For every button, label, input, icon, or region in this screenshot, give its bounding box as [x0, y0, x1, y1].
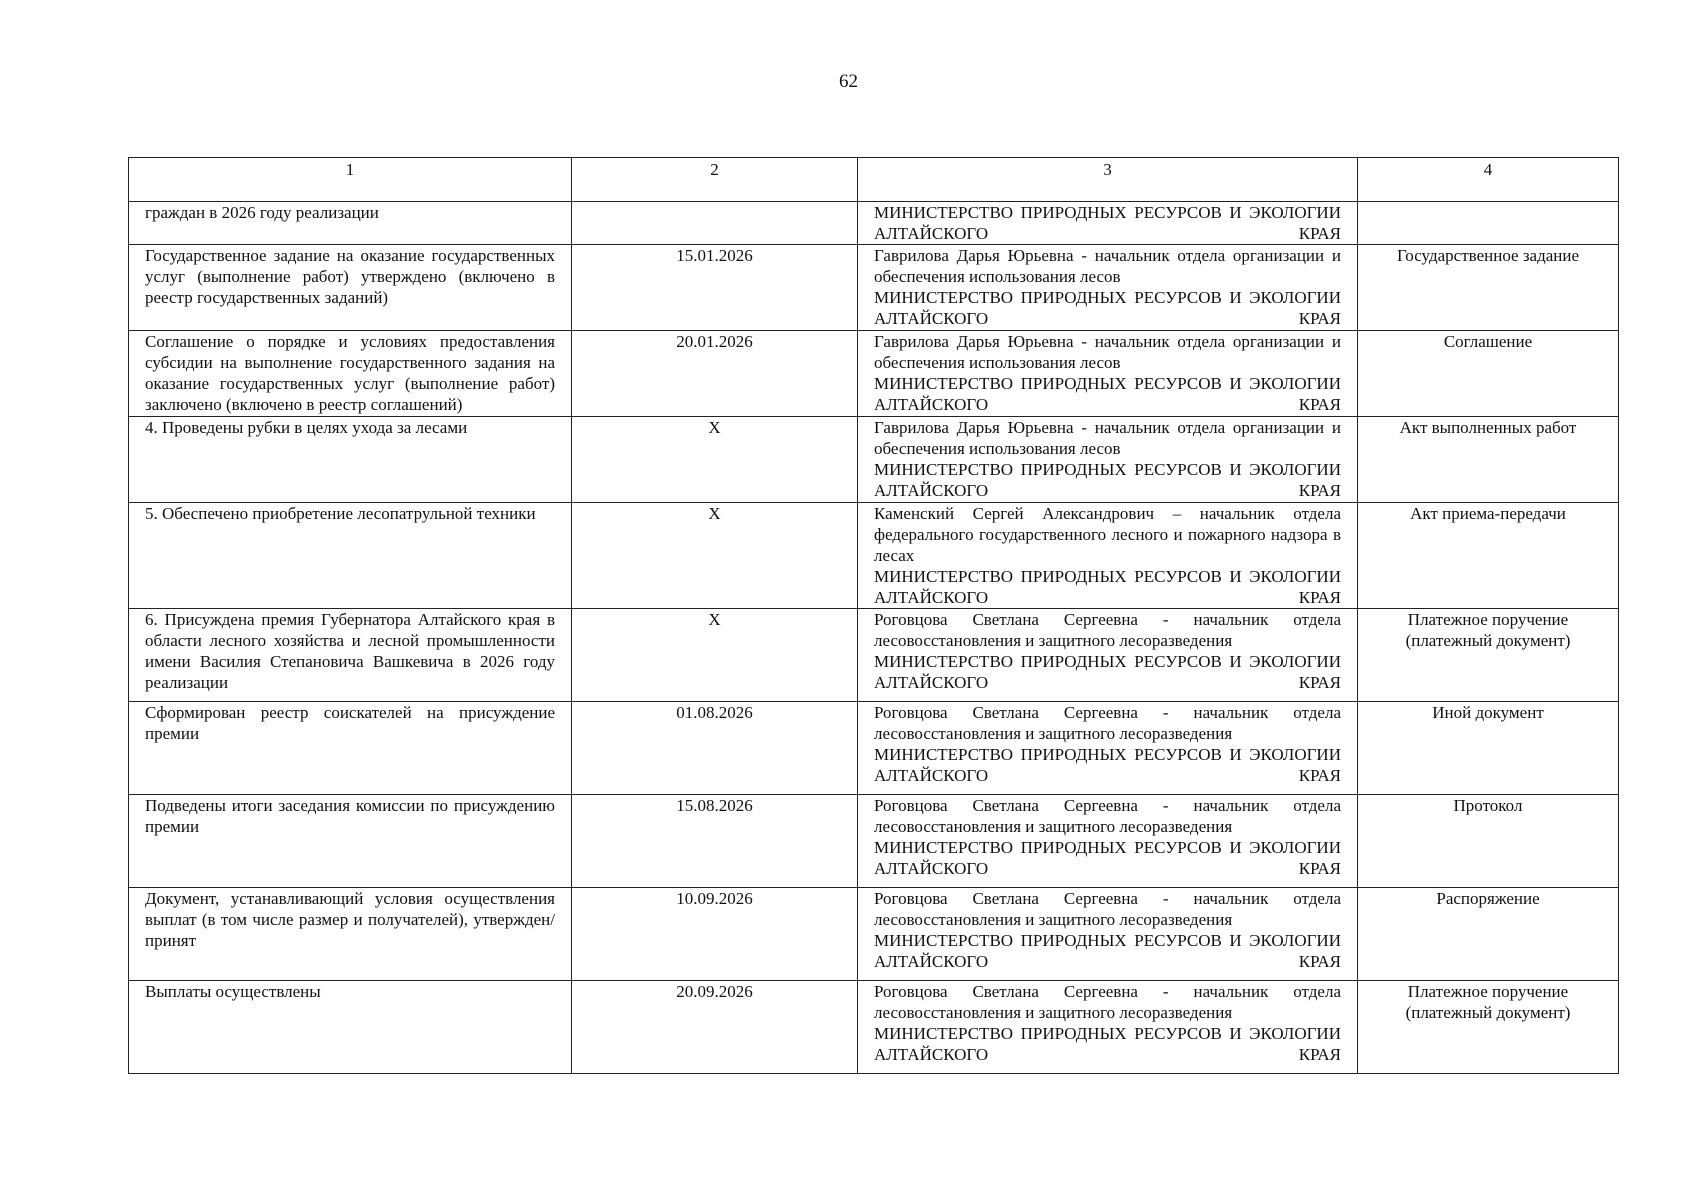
responsible-cell: [858, 245, 1358, 331]
ministry-name: МИНИСТЕРСТВО ПРИРОДНЫХ РЕСУРСОВ И ЭКОЛОГИИ АЛТАЙСКОГО КРАЯ: [874, 652, 1341, 692]
responsible-person: Гаврилова Дарья Юрьевна - начальник отдела организации и обеспечения использования лесов: [874, 246, 1341, 286]
table-row: [129, 702, 1619, 795]
date-cell: 01.08.2026: [572, 702, 858, 795]
date-cell: 10.09.2026: [572, 888, 858, 981]
header-cell-2: 2: [572, 158, 858, 202]
date-cell: X: [572, 609, 858, 702]
document-cell: Платежное поручение (платежный документ): [1358, 609, 1619, 702]
table-row: [129, 202, 1619, 245]
event-cell: 6. Присуждена премия Губернатора Алтайского края в области лесного хозяйства и лесной промышленности имени Василия Степановича Вашкевича в 2026 году реализации: [129, 609, 572, 702]
responsible-person: Роговцова Светлана Сергеевна - начальник отдела лесовосстановления и защитного лесоразведения: [874, 610, 1341, 650]
event-cell: Документ, устанавливающий условия осуществления выплат (в том числе размер и получателей), утвержден/принят: [129, 888, 572, 981]
document-cell: Иной документ: [1358, 702, 1619, 795]
document-cell: Государственное задание: [1358, 245, 1619, 331]
date-cell: X: [572, 417, 858, 503]
table-row: [129, 417, 1619, 503]
event-cell: Соглашение о порядке и условиях предоставления субсидии на выполнение государственного задания на оказание государственных услуг (выполнение работ) заключено (включено в реестр соглашений): [129, 331, 572, 417]
date-cell: X: [572, 503, 858, 609]
table-row: [129, 888, 1619, 981]
document-cell: Распоряжение: [1358, 888, 1619, 981]
event-cell: Сформирован реестр соискателей на присуждение премии: [129, 702, 572, 795]
ministry-name: МИНИСТЕРСТВО ПРИРОДНЫХ РЕСУРСОВ И ЭКОЛОГИИ АЛТАЙСКОГО КРАЯ: [874, 288, 1341, 328]
header-cell-4: 4: [1358, 158, 1619, 202]
responsible-cell: [858, 331, 1358, 417]
table-row: [129, 503, 1619, 609]
ministry-name: МИНИСТЕРСТВО ПРИРОДНЫХ РЕСУРСОВ И ЭКОЛОГИИ АЛТАЙСКОГО КРАЯ: [874, 838, 1341, 878]
table-row: [129, 981, 1619, 1074]
responsible-cell: [858, 981, 1358, 1074]
responsible-person: Гаврилова Дарья Юрьевна - начальник отдела организации и обеспечения использования лесов: [874, 418, 1341, 458]
date-cell: 20.09.2026: [572, 981, 858, 1074]
responsible-person: Роговцова Светлана Сергеевна - начальник отдела лесовосстановления и защитного лесоразведения: [874, 796, 1341, 836]
ministry-name: МИНИСТЕРСТВО ПРИРОДНЫХ РЕСУРСОВ И ЭКОЛОГИИ АЛТАЙСКОГО КРАЯ: [874, 203, 1341, 243]
table-row: [129, 795, 1619, 888]
event-cell: граждан в 2026 году реализации: [129, 202, 572, 245]
table-row: [129, 245, 1619, 331]
event-cell: Государственное задание на оказание государственных услуг (выполнение работ) утверждено (включено в реестр государственных заданий): [129, 245, 572, 331]
header-cell-3: 3: [858, 158, 1358, 202]
document-cell: Платежное поручение (платежный документ): [1358, 981, 1619, 1074]
ministry-name: МИНИСТЕРСТВО ПРИРОДНЫХ РЕСУРСОВ И ЭКОЛОГИИ АЛТАЙСКОГО КРАЯ: [874, 567, 1341, 607]
responsible-cell: [858, 888, 1358, 981]
event-cell: 5. Обеспечено приобретение лесопатрульной техники: [129, 503, 572, 609]
ministry-name: МИНИСТЕРСТВО ПРИРОДНЫХ РЕСУРСОВ И ЭКОЛОГИИ АЛТАЙСКОГО КРАЯ: [874, 460, 1341, 500]
date-cell: 20.01.2026: [572, 331, 858, 417]
responsible-person: Роговцова Светлана Сергеевна - начальник отдела лесовосстановления и защитного лесоразведения: [874, 982, 1341, 1022]
document-cell: Акт приема-передачи: [1358, 503, 1619, 609]
plan-table: [128, 157, 1619, 1074]
document-cell: Протокол: [1358, 795, 1619, 888]
ministry-name: МИНИСТЕРСТВО ПРИРОДНЫХ РЕСУРСОВ И ЭКОЛОГИИ АЛТАЙСКОГО КРАЯ: [874, 1024, 1341, 1064]
document-cell: Соглашение: [1358, 331, 1619, 417]
ministry-name: МИНИСТЕРСТВО ПРИРОДНЫХ РЕСУРСОВ И ЭКОЛОГИИ АЛТАЙСКОГО КРАЯ: [874, 745, 1341, 785]
document-cell: Акт выполненных работ: [1358, 417, 1619, 503]
table-row: [129, 609, 1619, 702]
responsible-cell: [858, 202, 1358, 245]
responsible-person: Роговцова Светлана Сергеевна - начальник отдела лесовосстановления и защитного лесоразведения: [874, 889, 1341, 929]
table-row: [129, 331, 1619, 417]
date-cell: 15.08.2026: [572, 795, 858, 888]
responsible-cell: [858, 609, 1358, 702]
document-cell: [1358, 202, 1619, 245]
responsible-cell: [858, 417, 1358, 503]
responsible-cell: [858, 795, 1358, 888]
event-cell: 4. Проведены рубки в целях ухода за лесами: [129, 417, 572, 503]
header-row: [129, 158, 1619, 202]
header-cell-1: 1: [129, 158, 572, 202]
event-cell: Подведены итоги заседания комиссии по присуждению премии: [129, 795, 572, 888]
ministry-name: МИНИСТЕРСТВО ПРИРОДНЫХ РЕСУРСОВ И ЭКОЛОГИИ АЛТАЙСКОГО КРАЯ: [874, 931, 1341, 971]
responsible-person: Каменский Сергей Александрович – начальник отдела федерального государственного лесного и пожарного надзора в лесах: [874, 504, 1341, 565]
ministry-name: МИНИСТЕРСТВО ПРИРОДНЫХ РЕСУРСОВ И ЭКОЛОГИИ АЛТАЙСКОГО КРАЯ: [874, 374, 1341, 414]
responsible-cell: [858, 702, 1358, 795]
responsible-person: Гаврилова Дарья Юрьевна - начальник отдела организации и обеспечения использования лесов: [874, 332, 1341, 372]
date-cell: 15.01.2026: [572, 245, 858, 331]
date-cell: [572, 202, 858, 245]
event-cell: Выплаты осуществлены: [129, 981, 572, 1074]
responsible-cell: [858, 503, 1358, 609]
responsible-person: Роговцова Светлана Сергеевна - начальник отдела лесовосстановления и защитного лесоразведения: [874, 703, 1341, 743]
page-number: 62: [839, 71, 858, 92]
